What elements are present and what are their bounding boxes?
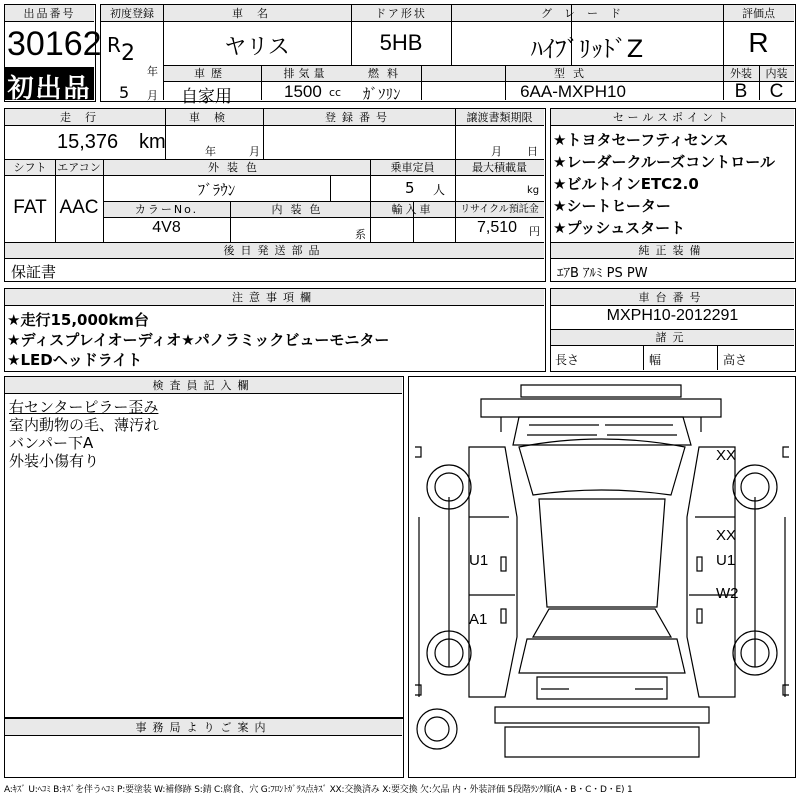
height-label: 高さ [723, 353, 748, 367]
month-suffix: 月 [147, 89, 158, 102]
later-parts-label: 後日発送部品 [223, 244, 326, 257]
recycle-value: 7,510 [477, 219, 518, 236]
sales-points-box [550, 108, 796, 282]
capacity-unit: 人 [433, 183, 446, 197]
first-listing-text: 初出品 [7, 74, 92, 104]
reg-no-label: 登録番号 [325, 111, 393, 124]
damage-mark-u1-right: U1 [716, 552, 736, 569]
import-label: 輸入車 [391, 203, 434, 216]
inspection-month: 月 [249, 145, 260, 158]
year-suffix: 年 [147, 65, 158, 78]
recycle-label: リサイクル預託金 [460, 204, 539, 215]
office-label: 事務局よりご案内 [135, 721, 272, 734]
inspector-line-4: 外装小傷有り [9, 452, 100, 470]
length-label: 長さ [555, 353, 580, 367]
note-line-1: ★走行15,000km台 [7, 311, 149, 329]
damage-legend: A:ｷｽﾞ U:ﾍｺﾐ B:ｷｽﾞを伴うﾍｺﾐ P:要塗装 W:補修跡 S:錆 C:腐食、穴 G:ﾌﾛﾝﾄｶﾞﾗｽ点ｷｽﾞ XX:交換済み X:要交換 欠:欠品 内・外装評価 5段階ﾗﾝｸ順(A・B・C・D・E) 1 [4, 785, 633, 795]
spec-table [4, 108, 546, 282]
sales-point-2: ★レーダークルーズコントロール [553, 153, 775, 171]
car-name-label: 車名 [232, 7, 282, 20]
shift-value: FAT [13, 197, 47, 218]
inspector-label: 検査員記入欄 [152, 379, 255, 392]
sales-point-4: ★シートヒーター [553, 197, 671, 215]
displacement-label: 排気量 [283, 67, 329, 80]
interior-label: 内装 [765, 67, 788, 80]
lot-number-box [4, 4, 102, 104]
notes-box [4, 288, 546, 372]
model-label: 型式 [554, 67, 592, 80]
transfer-day: 日 [527, 145, 538, 158]
note-line-3: ★LEDヘッドライト [7, 351, 143, 369]
dims-label: 諸元 [655, 331, 690, 344]
chassis-box [550, 288, 796, 372]
inspector-line-3: バンパー下A [9, 434, 94, 452]
note-line-2: ★ディスプレイオーディオ★パノラミックビューモニター [7, 331, 390, 349]
rating-label: 評価点 [742, 7, 775, 20]
door-type: 5HB [379, 30, 423, 55]
fuel-value: ｶﾞｿﾘﾝ [363, 85, 401, 103]
inspector-box [4, 376, 404, 718]
door-type-label: ドア形状 [375, 7, 427, 20]
interior-color-unit: 系 [355, 228, 366, 241]
capacity-label: 乗車定員 [390, 161, 435, 174]
later-parts-value: 保証書 [11, 263, 57, 281]
equipment-value: ｴｱB ｱﾙﾐ PS PW [557, 266, 648, 281]
width-label: 幅 [649, 353, 662, 367]
vehicle-header-table [100, 4, 796, 107]
inspection-label: 車検 [189, 111, 239, 124]
color-no-label: カラーNo. [134, 203, 199, 216]
damage-mark-a1-left: A1 [469, 611, 488, 628]
max-load-unit: kg [527, 185, 540, 196]
shift-label: シフト [13, 161, 47, 174]
mileage-unit: km [139, 131, 166, 153]
model-value: 6AA-MXPH10 [520, 82, 626, 101]
sales-points-label: セールスポイント [612, 111, 732, 124]
rating-value: R [748, 27, 769, 58]
exterior-value: B [734, 81, 748, 102]
ac-value: AAC [59, 197, 99, 218]
inspector-line-1: 右センターピラー歪み [9, 398, 159, 416]
grade-label: グレード [541, 7, 633, 20]
chassis-label: 車台番号 [638, 291, 707, 304]
interior-color-label: 内装色 [271, 203, 329, 216]
history-label: 車歴 [194, 67, 228, 80]
history-value: 自家用 [181, 87, 232, 107]
damage-mark-w2-right: W2 [716, 585, 739, 602]
first-reg-era: R [107, 33, 121, 57]
exterior-color-label: 外装色 [208, 161, 265, 174]
ac-label: エアコン [57, 161, 101, 174]
damage-mark-xx-front: XX [716, 447, 737, 464]
interior-value: C [769, 81, 784, 102]
damage-mark-xx-right: XX [716, 527, 737, 544]
lot-number: 30162 [7, 25, 102, 63]
equipment-label: 純正装備 [638, 244, 707, 257]
exterior-color: ﾌﾞﾗｳﾝ [197, 181, 236, 199]
first-reg-year: 2 [121, 41, 135, 66]
transfer-month: 月 [491, 145, 502, 158]
sales-point-3: ★ビルトインETC2.0 [553, 175, 699, 193]
car-diagram-box [408, 376, 796, 778]
sales-point-5: ★プッシュスタート [553, 219, 686, 237]
car-body-diagram [409, 377, 794, 776]
first-reg-label: 初度登録 [110, 7, 154, 20]
office-box [4, 718, 404, 778]
first-reg-month: 5 [119, 83, 130, 102]
car-name: ヤリス [224, 35, 290, 60]
mileage-label: 走行 [60, 111, 110, 124]
capacity-value: 5 [405, 179, 415, 197]
transfer-label: 譲渡書類期限 [466, 111, 533, 124]
sales-point-1: ★トヨタセーフティセンス [553, 131, 729, 149]
chassis-number: MXPH10-2012291 [606, 307, 739, 324]
exterior-label: 外装 [730, 67, 752, 80]
grade-value: ﾊｲﾌﾞﾘｯﾄﾞZ [530, 35, 644, 63]
displacement-value: 1500 [284, 82, 322, 101]
notes-label: 注意事項欄 [232, 291, 317, 304]
fuel-label: 燃料 [368, 67, 406, 80]
inspector-line-2: 室内動物の毛、薄汚れ [9, 416, 160, 434]
inspection-year: 年 [205, 145, 216, 158]
color-no-value: 4V8 [152, 219, 181, 236]
displacement-unit: cc [329, 86, 342, 99]
max-load-label: 最大積載量 [472, 161, 527, 174]
damage-mark-u1-left: U1 [469, 552, 489, 569]
recycle-unit: 円 [529, 225, 540, 238]
lot-number-label: 出品番号 [23, 7, 76, 20]
mileage-value: 15,376 [57, 131, 119, 153]
